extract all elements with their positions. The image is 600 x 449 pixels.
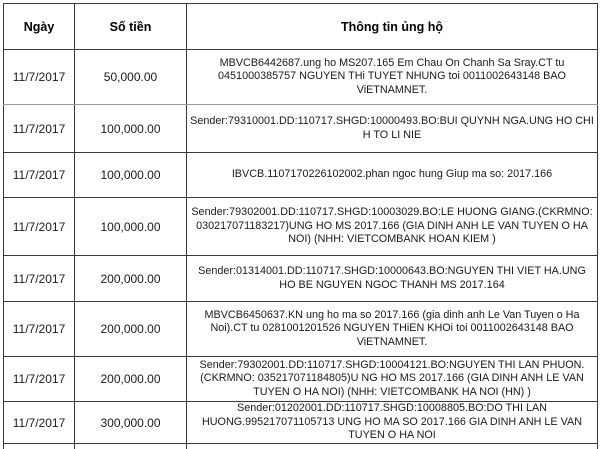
info-cell	[187, 444, 598, 449]
amount-cell: 300,000.00	[75, 402, 187, 444]
amount-cell: 200,000.00	[75, 302, 187, 357]
header-amount: Số tiền	[75, 4, 187, 50]
amount-cell: 200,000.00	[75, 256, 187, 302]
info-cell: Sender:79302001.DD:110717.SHGD:10004121.BO:NGUYEN THI LAN PHUON.(CKRMNO: 035217071184805)U NG HO MS 2017.166 (GIA DINH ANH LE VAN TUYEN O HA NOI) (NHH: VIETCOMBANK HA NOI (HN) )	[187, 357, 598, 402]
date-cell: 11/7/2017	[4, 153, 75, 198]
table-row	[4, 153, 598, 198]
amount-cell: 100,000.00	[75, 153, 187, 198]
header-info: Thông tin ủng hộ	[187, 4, 598, 50]
amount-cell: 50,000.00	[75, 50, 187, 105]
table-row	[4, 402, 598, 444]
table-row	[4, 50, 598, 105]
table-row	[4, 198, 598, 256]
info-cell: Sender:01314001.DD:110717.SHGD:10000643.BO:NGUYEN THI VIET HA.UNG HO BE NGUYEN NGOC THANH MS 2017.164	[187, 256, 598, 302]
donation-table	[3, 3, 598, 449]
info-cell: Sender:79310001.DD:110717.SHGD:10000493.BO:BUI QUYNH NGA.UNG HO CHI H TO LI NIE	[187, 105, 598, 153]
amount-cell	[75, 444, 187, 449]
date-cell: 11/7/2017	[4, 105, 75, 153]
info-cell: Sender:79302001.DD:110717.SHGD:10003029.BO:LE HUONG GIANG.(CKRMNO: 030217071183217)UNG HO MS 2017.166 (GIA DINH ANH LE VAN TUYEN O HA NOI) (NHH: VIETCOMBANK HOAN KIEM )	[187, 198, 598, 256]
date-cell: 11/7/2017	[4, 50, 75, 105]
table-header-row	[4, 4, 598, 50]
table-row	[4, 256, 598, 302]
date-cell: 11/7/2017	[4, 302, 75, 357]
info-cell: Sender:01202001.DD:110717.SHGD:10008805.BO:DO THI LAN HUONG.995217071105713 UNG HO MA SO 2017.166 GIA DINH ANH LE VAN TUYEN O HA NOI	[187, 402, 598, 444]
info-cell: IBVCB.1107170226102002.phan ngoc hung Giup ma so: 2017.166	[187, 153, 598, 198]
amount-cell: 100,000.00	[75, 105, 187, 153]
amount-cell: 200,000.00	[75, 357, 187, 402]
header-date: Ngày	[4, 4, 75, 50]
date-cell: 11/7/2017	[4, 256, 75, 302]
table-row	[4, 357, 598, 402]
table-row-partial	[4, 444, 598, 449]
date-cell: 11/7/2017	[4, 402, 75, 444]
table-row	[4, 302, 598, 357]
date-cell: 11/7/2017	[4, 198, 75, 256]
date-cell	[4, 444, 75, 449]
info-cell: MBVCB6442687.ung ho MS207.165 Em Chau On Chanh Sa Sray.CT tu 0451000385757 NGUYEN THi TUYET NHUNG toi 0011002643148 BAO ViETNAMNET.	[187, 50, 598, 105]
info-cell: MBVCB6450637.KN ung ho ma so 2017.166 (gia dinh anh Le Van Tuyen o Ha Noi).CT tu 0281001201526 NGUYEN THiEN KHOi toi 0011002643148 BAO ViETNAMNET.	[187, 302, 598, 357]
amount-cell: 100,000.00	[75, 198, 187, 256]
date-cell: 11/7/2017	[4, 357, 75, 402]
table-row	[4, 105, 598, 153]
